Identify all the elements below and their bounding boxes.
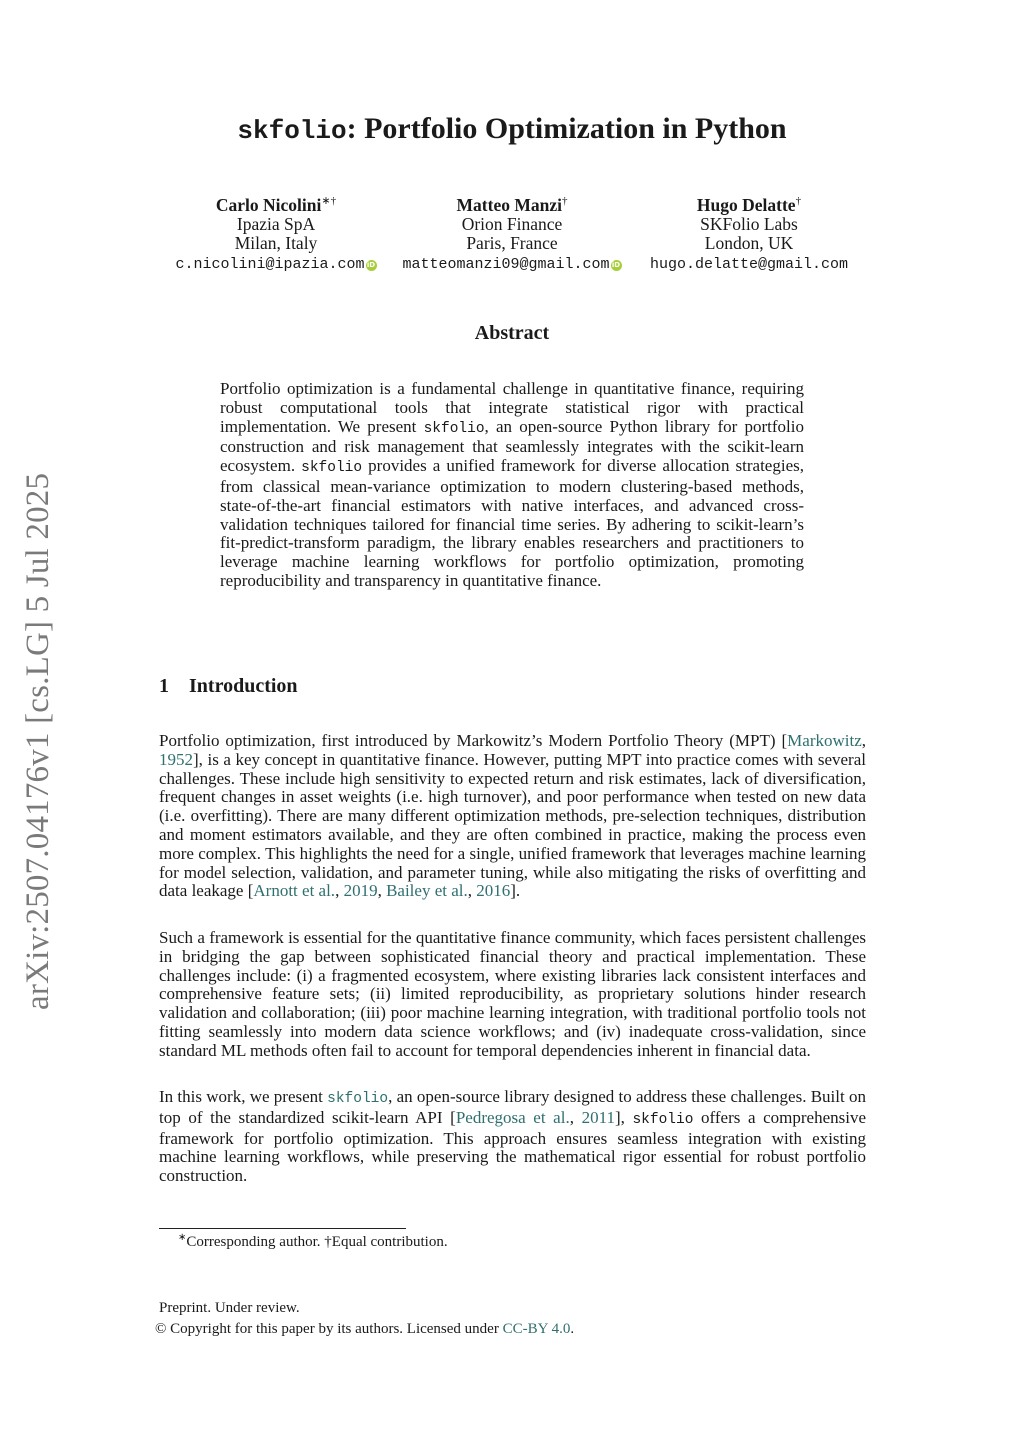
preprint-notice: Preprint. Under review. bbox=[159, 1300, 300, 1316]
citation-link[interactable]: Bailey et al. bbox=[386, 881, 468, 901]
copyright-text: © Copyright for this paper by its authors. Licensed under bbox=[155, 1321, 503, 1337]
section-heading bbox=[159, 675, 298, 698]
orcid-icon[interactable]: iD bbox=[611, 261, 621, 269]
paper-title bbox=[0, 112, 1024, 146]
author-affiliation: SKFolio Labs bbox=[700, 214, 798, 234]
title-library-name: skfolio bbox=[237, 116, 347, 146]
library-name: skfolio bbox=[632, 1111, 694, 1128]
title-text: : Portfolio Optimization in Python bbox=[346, 112, 787, 145]
paragraph-text: ]. bbox=[510, 881, 521, 901]
citation-link[interactable]: Arnott et al. bbox=[253, 881, 336, 901]
abstract-heading: Abstract bbox=[474, 322, 550, 344]
footnote-mark: ∗ bbox=[178, 1232, 187, 1243]
paragraph: In this work, we present skfolio, an open-source library designed to address these challenges. Built on top of the standardized scikit-learn API [Pedregosa et al., 2011], skfolio offers a comprehensive framework for portfolio optimization. This approach ensures seamless integration with existing machine learning workflows, while preserving the mathematical rigor essential for robust portfolio construction. bbox=[159, 1087, 867, 1186]
author-name: Carlo Nicolini bbox=[215, 195, 322, 215]
author-email[interactable]: hugo.delatte@gmail.com bbox=[649, 256, 849, 273]
abstract-part: , an open-source Python library for portfolio construction and risk management that seamlessly integrates with the scikit-learn ecosystem. bbox=[220, 416, 804, 476]
paragraph: Portfolio optimization, first introduced by Markowitz’s Modern Portfolio Theory (MPT) [Markowitz, 1952], is a key concept in quantitative finance. However, putting MPT into practice comes with several challenges. These include high sensitivity to expected return and risk estimates, lack of diversification, frequent changes in asset weights (i.e. high turnover), and poor performance when tested on new data (i.e. overfitting). There are many different optimization methods, pre-selection techniques, distribution and moment estimators available, and they are often combined in practice, making the process even more complex. This highlights the need for a single, unified framework that leverages machine learning for model selection, validation, and parameter tuning, while also mitigating the risks of overfitting and data leakage [Arnott et al., 2019, Bailey et al., 2016]. bbox=[159, 731, 866, 901]
paragraph-text: Portfolio optimization, first introduced by Markowitz’s Modern Portfolio Theory (MPT) [ bbox=[159, 731, 788, 750]
author-email[interactable]: matteomanzi09@gmail.com bbox=[402, 256, 610, 273]
abstract-part: Portfolio optimization is a fundamental challenge in quantitative finance, requiring robust computational tools that integrate statistical rigor with practical implementation. We present bbox=[220, 379, 804, 436]
author-location: Milan, Italy bbox=[234, 233, 318, 253]
author-location: Paris, France bbox=[466, 233, 558, 253]
citation-link[interactable]: 1952 bbox=[159, 749, 193, 769]
section-number: 1 bbox=[159, 675, 169, 697]
abstract-text bbox=[220, 380, 804, 591]
paragraph-text: offers a comprehensive framework for portfolio optimization. This approach ensures seamless integration with existing machine learning workflows, while preserving the mathematical rigor essential for robust portfolio construction. bbox=[159, 1107, 867, 1186]
footnote-text: Corresponding author. †Equal contribution. bbox=[186, 1234, 448, 1250]
footnote bbox=[178, 1232, 448, 1251]
citation-link[interactable]: 2019 bbox=[343, 881, 378, 901]
library-link[interactable]: skfolio bbox=[327, 1091, 389, 1107]
paragraph-text: ], is a key concept in quantitative finance. However, putting MPT into practice comes with several challenges. These include high sensitivity to expected return and risk estimates, lack of diversification, frequent changes in asset weights (i.e. high turnover), and poor performance when tested on new data (i.e. overfitting). There are many different optimization methods, pre-selection techniques, distribution and moment estimators available, and they are often combined in practice, making the process even more complex. This highlights the need for a single, unified framework that leverages machine learning for model selection, validation, and parameter tuning, while also mitigating the risks of overfitting and data leakage [ bbox=[159, 749, 866, 901]
citation-link[interactable]: 2011 bbox=[581, 1107, 615, 1127]
library-name: skfolio bbox=[423, 420, 485, 437]
author-affiliation: Orion Finance bbox=[461, 214, 563, 234]
author-marks: † bbox=[795, 195, 802, 208]
citation-link[interactable]: Pedregosa et al. bbox=[455, 1107, 570, 1127]
arxiv-identifier[interactable]: arXiv:2507.04176v1 [cs.LG] 5 Jul 2025 bbox=[20, 472, 56, 1010]
author-name: Hugo Delatte bbox=[696, 195, 796, 215]
section-title: Introduction bbox=[189, 675, 298, 697]
footnote-divider bbox=[159, 1228, 406, 1229]
library-name: skfolio bbox=[301, 460, 363, 477]
author-marks: † bbox=[561, 195, 568, 208]
author-affiliation: Ipazia SpA bbox=[236, 214, 316, 234]
author-marks: ∗† bbox=[321, 195, 337, 208]
copyright-end: . bbox=[570, 1321, 575, 1337]
abstract-part: provides a unified framework for diverse allocation strategies, from classical mean-variance optimization to modern clustering-based methods, state-of-the-art financial estimators with native interfaces, and advanced cross-validation techniques tailored for financial time series. By adhering to scikit-learn’s fit-predict-transform paradigm, the library enables researchers and practitioners to leverage machine learning workflows for portfolio optimization, promoting reproducibility and transparency in quantitative finance. bbox=[220, 456, 804, 590]
paragraph-text: In this work, we present bbox=[159, 1087, 328, 1106]
paragraph-text: ], bbox=[614, 1107, 633, 1127]
paragraph-text: , an open-source library designed to address these challenges. Built on top of the standardized scikit-learn API [ bbox=[159, 1087, 866, 1127]
author-name: Matteo Manzi bbox=[456, 195, 562, 215]
citation-link[interactable]: Markowitz bbox=[787, 731, 862, 750]
author-location: London, UK bbox=[704, 233, 794, 253]
author-email[interactable]: c.nicolini@ipazia.com bbox=[175, 256, 365, 273]
citation-link[interactable]: 2016 bbox=[476, 881, 511, 901]
copyright-notice bbox=[155, 1321, 574, 1338]
author-block bbox=[624, 196, 874, 274]
author-block bbox=[386, 196, 638, 274]
author-block bbox=[150, 196, 402, 274]
orcid-icon[interactable]: iD bbox=[366, 261, 376, 269]
paragraph: Such a framework is essential for the quantitative finance community, which faces persistent challenges in bridging the gap between sophisticated financial theory and practical implementation. These challenges include: (i) a fragmented ecosystem, where existing libraries lack consistent interfaces and comprehensive feature sets; (ii) limited reproducibility, as proprietary solutions hinder research validation and collaboration; (iii) poor machine learning integration, with traditional portfolio tools not fitting seamlessly into modern data science workflows; and (iv) inadequate cross-validation, since standard ML methods often fail to account for temporal dependencies inherent in financial data. bbox=[159, 928, 866, 1060]
license-link[interactable]: CC-BY 4.0 bbox=[502, 1321, 571, 1337]
